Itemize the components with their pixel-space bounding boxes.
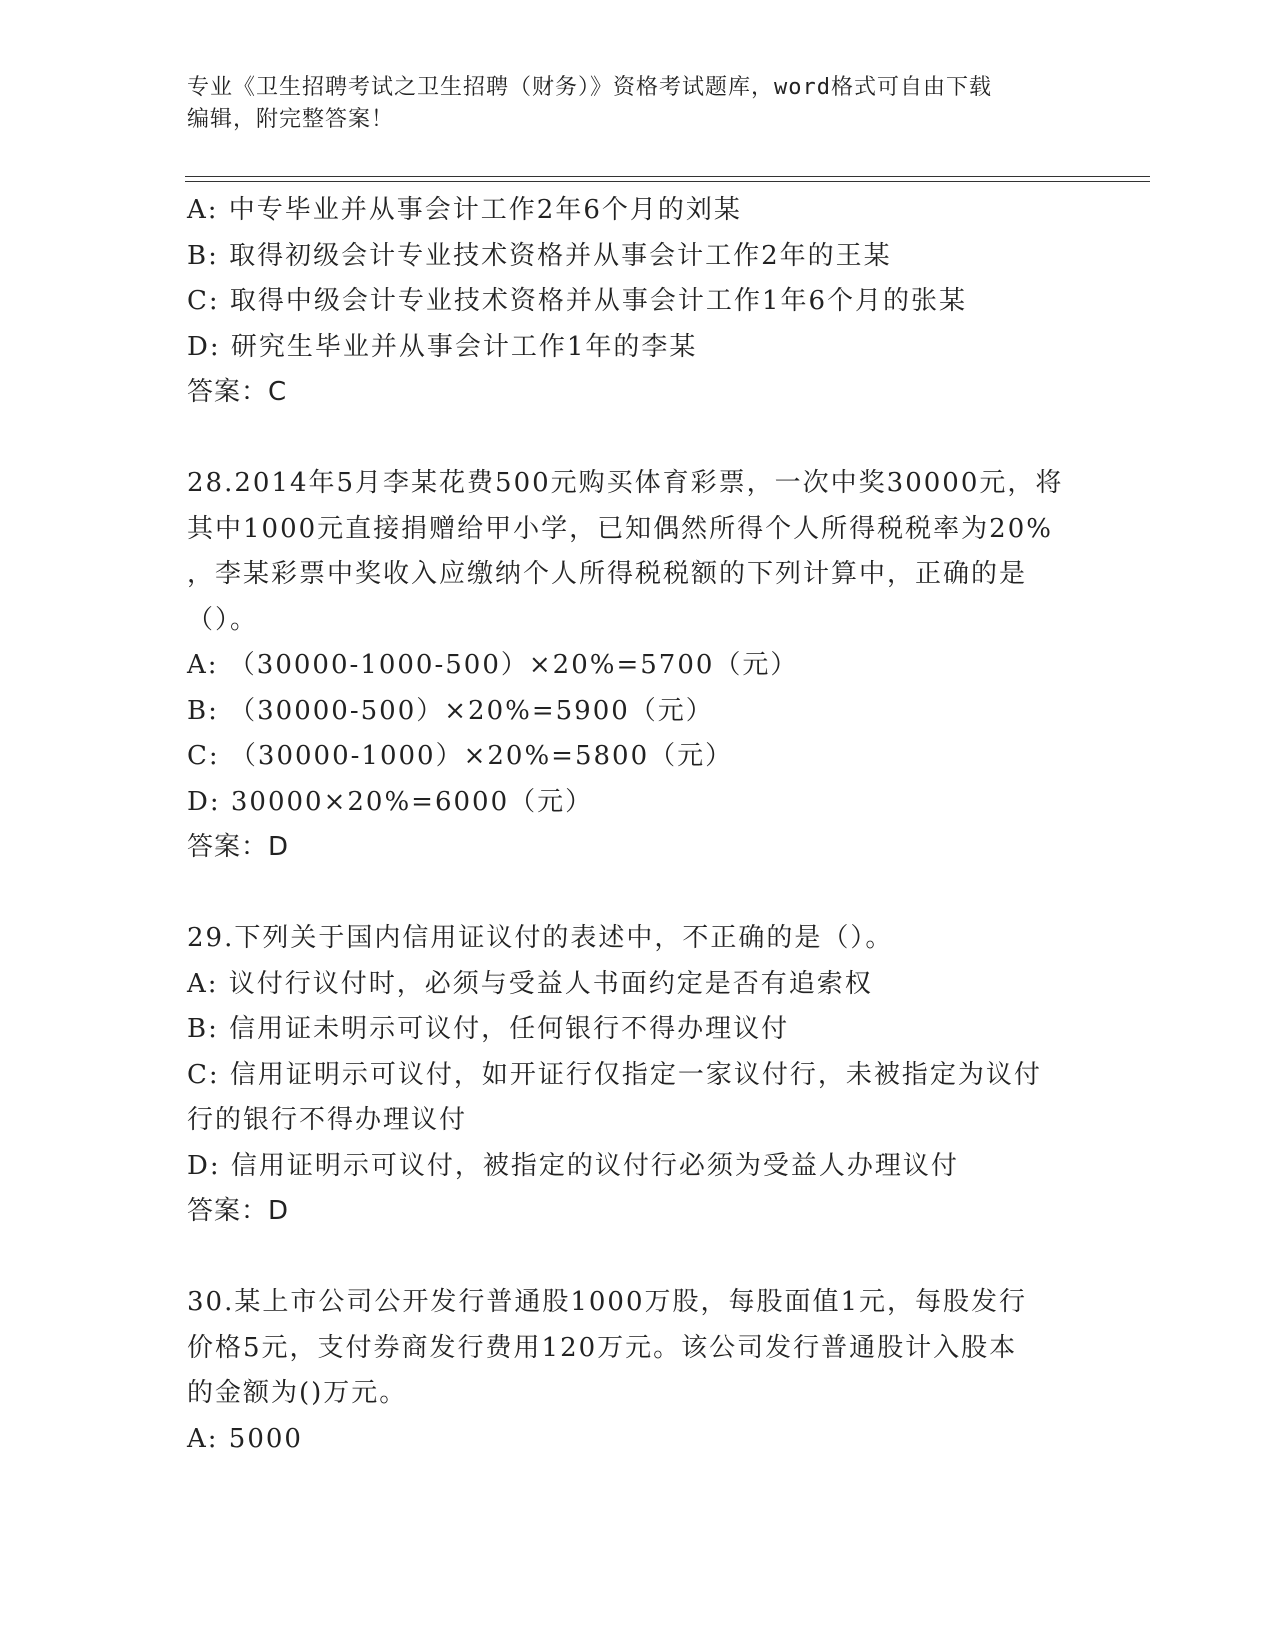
q29-option-c-line-1: C: 信用证明示可议付，如开证行仅指定一家议付行，未被指定为议付 — [187, 1059, 1042, 1090]
question-27 — [187, 188, 1087, 416]
q30-option-a: A: 5000 — [187, 1423, 303, 1454]
q28-stem-line-1: 28.2014年5月李某花费500元购买体育彩票，一次中奖30000元，将 — [187, 468, 1064, 498]
q28-option-a: A: （30000-1000-500）×20%=5700（元） — [187, 650, 799, 680]
q30-stem-line-2: 价格5元，支付券商发行费用120万元。该公司发行普通股计入股本 — [187, 1332, 1018, 1363]
q28-option-b: B: （30000-500）×20%=5900（元） — [187, 695, 714, 726]
question-list — [187, 188, 1087, 1462]
q28-option-d: D: 30000×20%=6000（元） — [187, 786, 594, 817]
q28-stem-line-2: 其中1000元直接捐赠给甲小学，已知偶然所得个人所得税税率为20% — [187, 513, 1053, 544]
q29-option-b: B: 信用证未明示可议付，任何银行不得办理议付 — [187, 1014, 790, 1044]
q29-option-d: D: 信用证明示可议付，被指定的议付行必须为受益人办理议付 — [187, 1150, 959, 1181]
spacer — [187, 871, 1087, 917]
document-header — [187, 72, 1087, 136]
q30-stem-line-3: 的金额为()万元。 — [187, 1378, 408, 1408]
q29-option-a: A: 议付行议付时，必须与受益人书面约定是否有追索权 — [187, 968, 873, 999]
q29-stem-line-1: 29.下列关于国内信用证议付的表述中，不正确的是（）。 — [187, 923, 894, 953]
header-line-2: 编辑，附完整答案！ — [187, 107, 395, 132]
q27-option-b: B: 取得初级会计专业技术资格并从事会计工作2年的王某 — [187, 240, 892, 271]
q28-stem-line-3: ，李某彩票中奖收入应缴纳个人所得税税额的下列计算中，正确的是 — [187, 559, 1028, 589]
header-divider-top — [185, 176, 1150, 177]
question-29 — [187, 916, 1087, 1235]
q28-answer: 答案：D — [187, 832, 290, 862]
header-line-1: 专业《卫生招聘考试之卫生招聘（财务）》资格考试题库，word格式可自由下载 — [187, 75, 992, 100]
q27-answer: 答案：C — [187, 377, 288, 407]
q29-option-c-line-2: 行的银行不得办理议付 — [187, 1105, 468, 1135]
q29-answer: 答案：D — [187, 1196, 290, 1226]
q27-option-c: C: 取得中级会计专业技术资格并从事会计工作1年6个月的张某 — [187, 286, 968, 316]
question-30 — [187, 1280, 1087, 1462]
q28-option-c: C: （30000-1000）×20%=5800（元） — [187, 741, 734, 771]
spacer — [187, 416, 1087, 462]
question-28 — [187, 461, 1087, 871]
q28-stem-line-4: （）。 — [187, 604, 259, 635]
q27-option-a: A: 中专毕业并从事会计工作2年6个月的刘某 — [187, 195, 742, 225]
q30-stem-line-1: 30.某上市公司公开发行普通股1000万股，每股面值1元，每股发行 — [187, 1287, 1028, 1317]
spacer — [187, 1235, 1087, 1281]
q27-option-d: D: 研究生毕业并从事会计工作1年的李某 — [187, 331, 698, 362]
header-divider-bottom — [185, 181, 1150, 182]
